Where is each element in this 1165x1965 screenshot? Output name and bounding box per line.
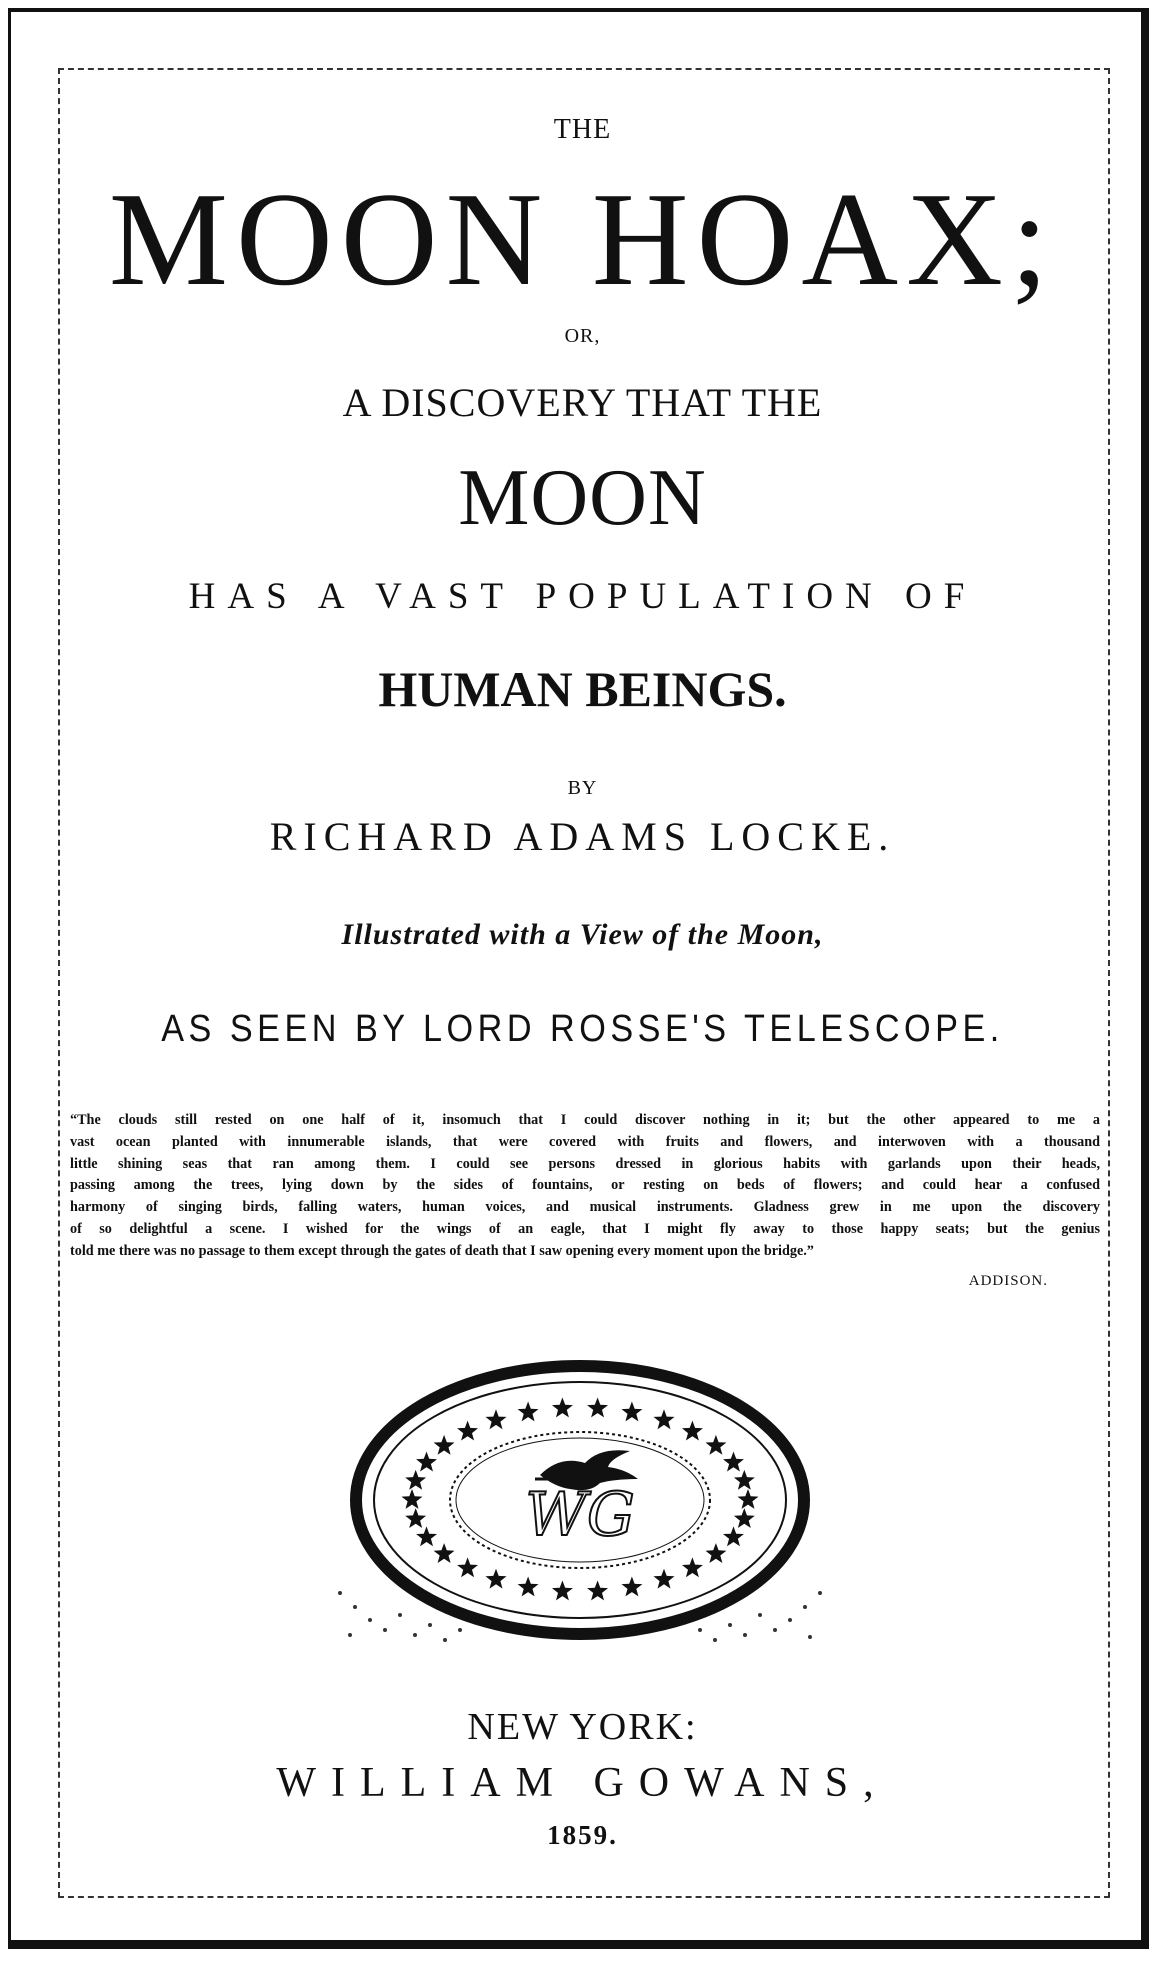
star-icon [405,1508,426,1528]
quote-line: harmony of singing birds, falling waters, human voices, and musical instruments. Gladness grew in me upon the discovery [70,1199,1100,1216]
quote-line: vast ocean planted with innumerable islands, that were covered with fruits and flowers, and interwoven with a thousand [70,1133,1100,1150]
star-icon [738,1489,759,1509]
star-icon [416,1452,437,1472]
star-icon [416,1526,437,1546]
quote-attribution: ADDISON. [968,1273,1048,1289]
subtitle-human-beings: HUMAN BEINGS. [378,661,787,717]
star-icon [434,1543,455,1563]
star-icon [682,1421,703,1441]
star-icon [486,1409,507,1429]
star-icon [706,1543,727,1563]
star-icon [587,1398,608,1418]
illustration-note: Illustrated with a View of the Moon, [341,918,824,951]
star-icon [405,1470,426,1490]
title-or: OR, [564,325,601,347]
author-name: RICHARD ADAMS LOCKE. [269,814,896,859]
eagle-seal-icon [330,1345,830,1675]
star-icon [518,1402,539,1422]
star-icon [552,1581,573,1601]
imprint-publisher: WILLIAM GOWANS, [276,1760,889,1806]
quote-line: of so delightful a scene. I wished for the wings of an eagle, that I might fly away to those happy seats; but the genius [70,1220,1100,1237]
quote-line: “The clouds still rested on one half of it, insomuch that I could discover nothing in it; but the other appeared to me a [70,1112,1100,1128]
star-icon [723,1526,744,1546]
publisher-emblem [330,1345,830,1675]
quote-line: told me there was no passage to them except through the gates of death that I saw opening every moment upon the bridge.” [70,1242,814,1259]
star-icon [706,1435,727,1455]
epigraph-quote [70,1110,1100,1263]
star-icon [654,1569,675,1589]
star-icon [457,1421,478,1441]
monogram: WG [525,1480,635,1550]
subtitle-line-1: A DISCOVERY THAT THE [342,380,823,425]
byline-label: BY [567,777,598,799]
star-icon [622,1577,643,1597]
star-icon [682,1557,703,1577]
subtitle-line-2: HAS A VAST POPULATION OF [188,576,977,617]
star-icon [734,1470,755,1490]
star-icon [587,1581,608,1601]
star-icon [486,1569,507,1589]
subtitle-moon: MOON [458,454,707,542]
star-icon [518,1577,539,1597]
star-icon [734,1508,755,1528]
star-icon [723,1452,744,1472]
imprint-year: 1859. [547,1820,618,1850]
telescope-note: AS SEEN BY LORD ROSSE'S TELESCOPE. [161,1008,1004,1050]
star-icon [434,1435,455,1455]
title-article: THE [553,114,612,145]
star-icon [457,1557,478,1577]
main-title: MOON HOAX; [108,165,1057,313]
star-icon [622,1402,643,1422]
imprint-city: NEW YORK: [467,1706,698,1748]
star-icon [402,1489,423,1509]
star-icon [552,1398,573,1418]
quote-line: passing among the trees, lying down by the sides of fountains, or resting on beds of flowers; and could hear a confused [70,1177,1100,1194]
star-icon [654,1409,675,1429]
quote-line: little shining seas that ran among them. I could see persons dressed in glorious habits with garlands upon their heads, [70,1155,1100,1172]
